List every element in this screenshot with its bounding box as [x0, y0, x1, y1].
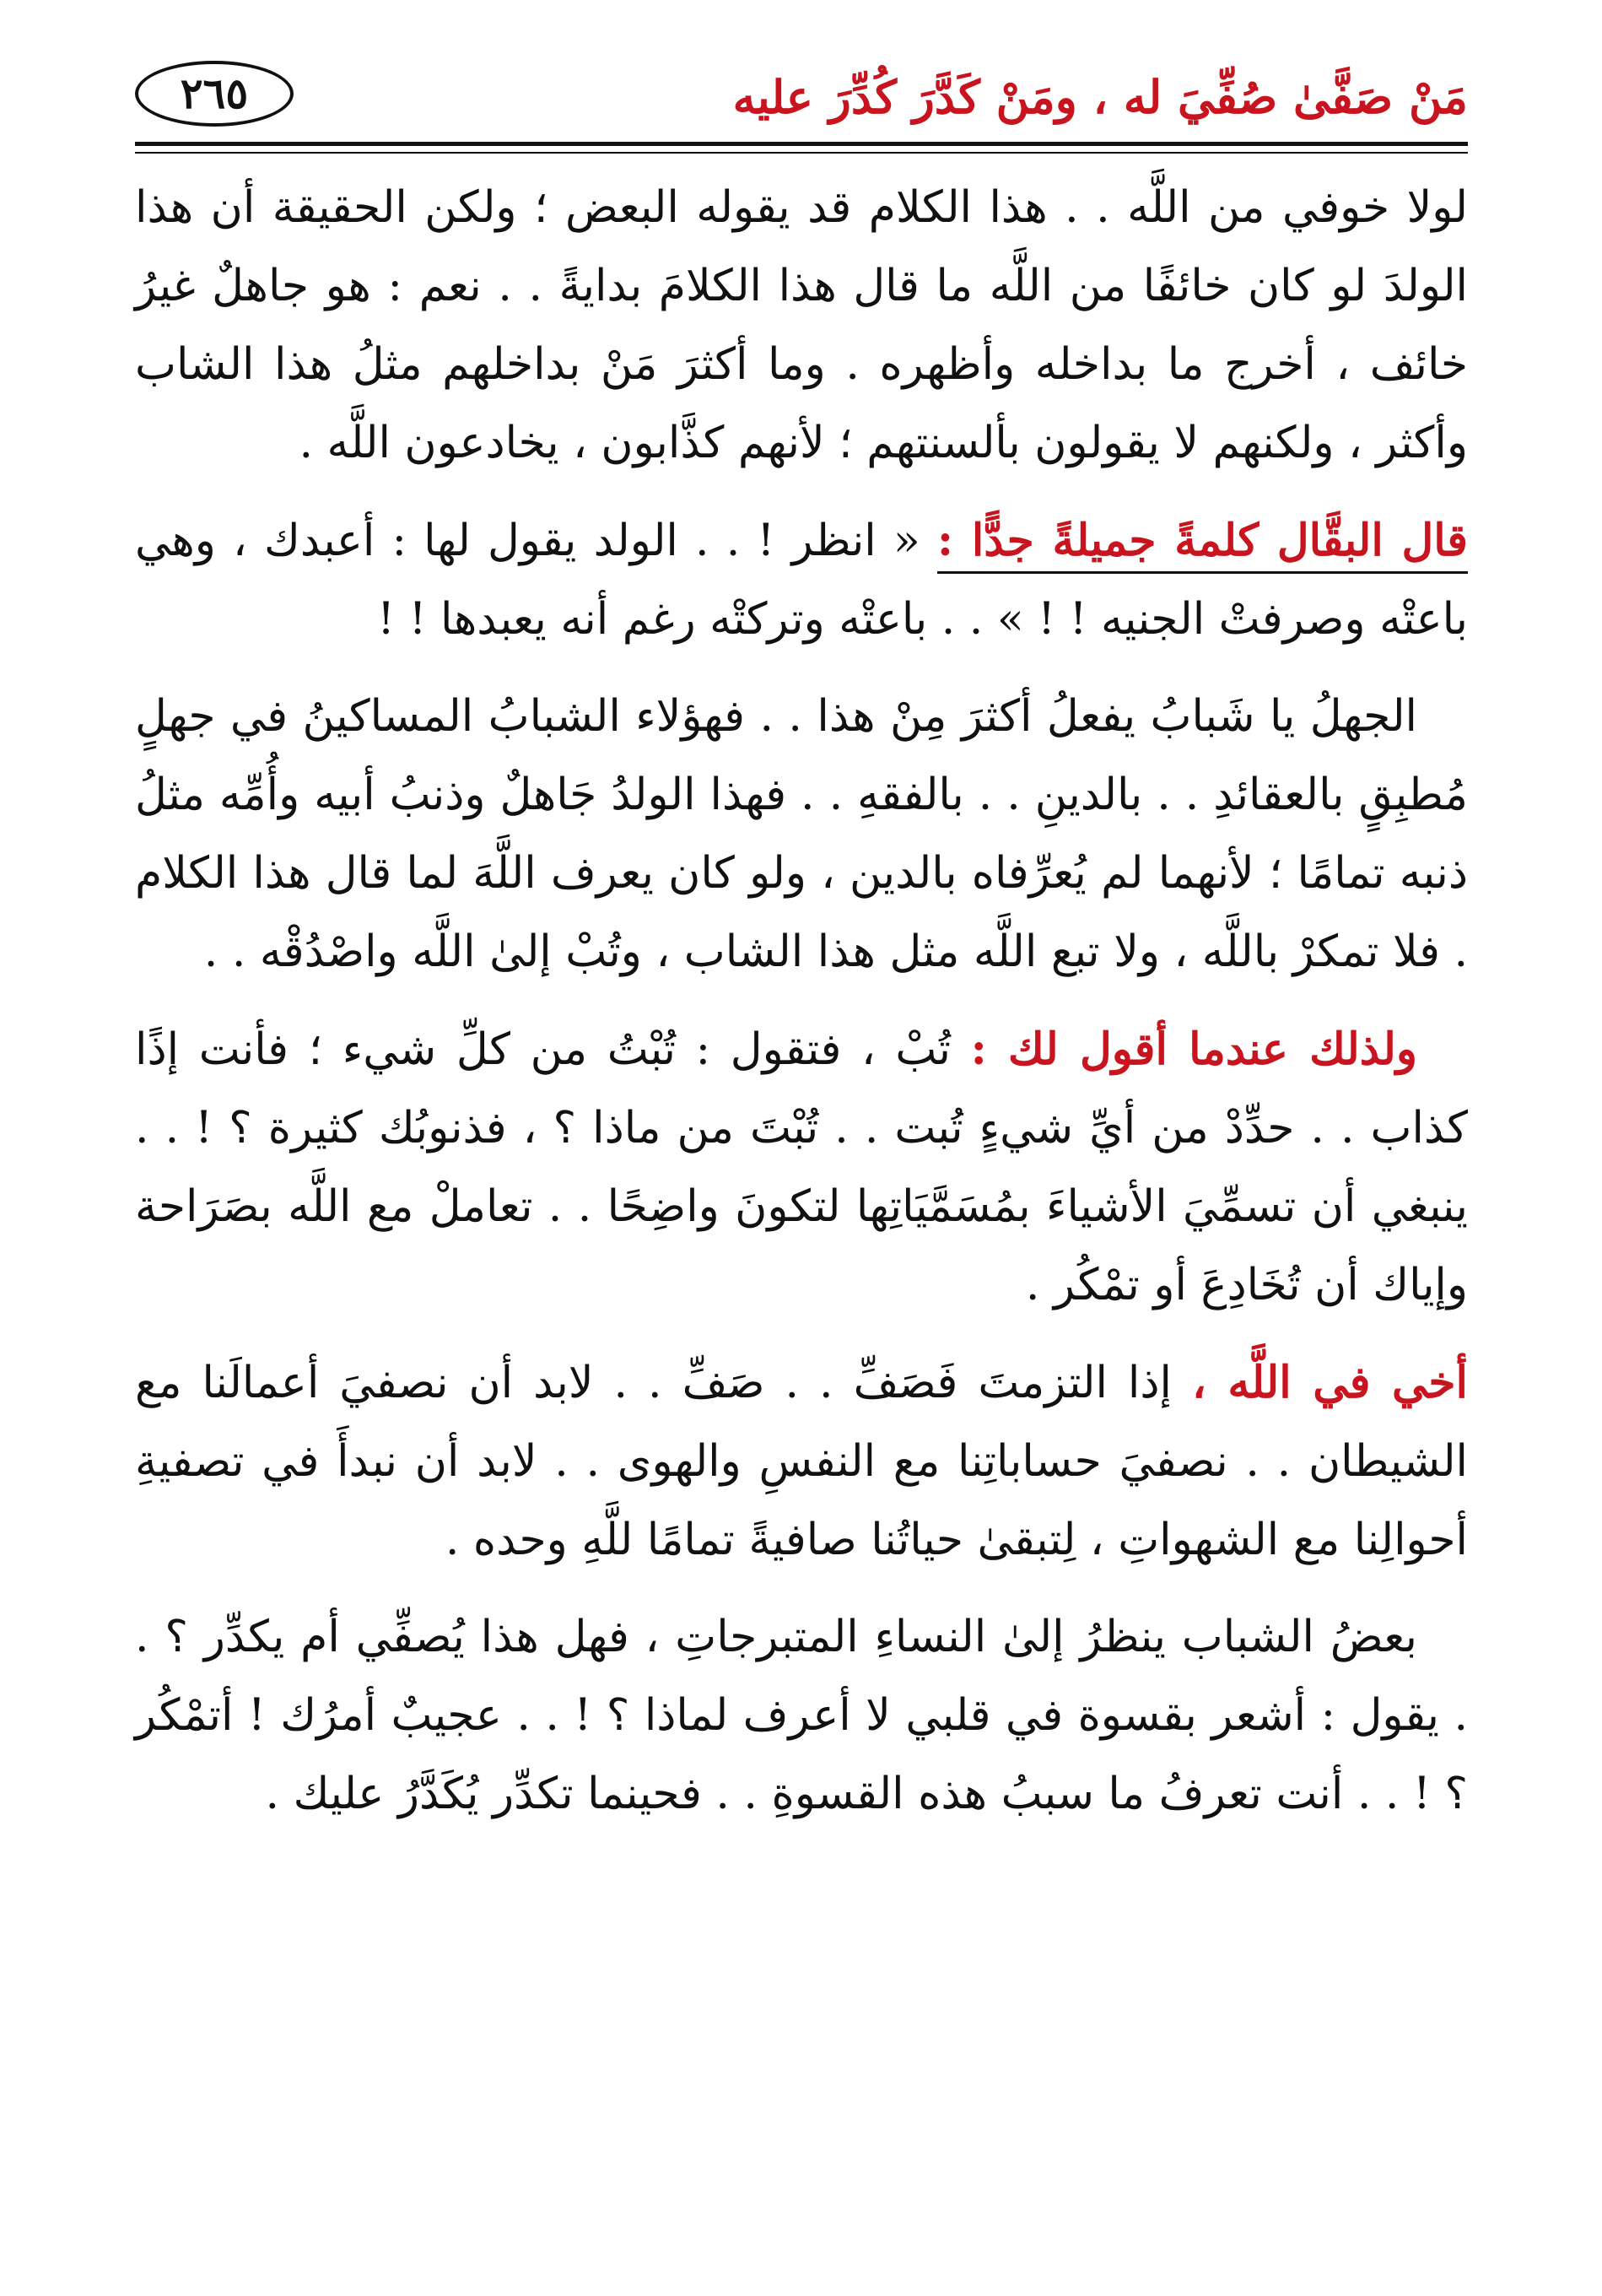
paragraph-2-lead: قال البقَّال كلمةً جميلةً جدًّا :	[937, 515, 1468, 574]
paragraph-4	[135, 1010, 1468, 1325]
paragraph-4-lead: ولذلك عندما أقول لك :	[970, 1024, 1417, 1075]
header-rule-thin	[135, 152, 1468, 154]
paragraph-4-text: تُبْ ، فتقول : تُبْتُ من كلِّ شيء ؛ فأنت إذًا كذاب . . حدِّدْ من أيِّ شيءٍ تُبت . . تُبْتَ من ماذا ؟ ، فذنوبُك كثيرة ؟ ! . . ينبغي أن تسمِّيَ الأشياءَ بمُسَمَّيَاتِها لتكونَ واضِحًا . . تعاملْ مع اللَّه بصَرَاحة وإياك أن تُخَادِعَ أو تمْكُر .	[135, 1024, 1468, 1310]
paragraph-5-text: إذا التزمتَ فَصَفِّ . . صَفِّ . . لابد أن نصفيَ أعمالَنا مع الشيطان . . نصفيَ حساباتِنا مع النفسِ والهوى . . لابد أن نبدأَ في تصفيةِ أحوالِنا مع الشهواتِ ، لِتبقىٰ حياتُنا صافيةً تمامًا للَّهِ وحده .	[135, 1358, 1468, 1565]
paragraph-5-lead: أخي في اللَّه ،	[1191, 1357, 1468, 1408]
paragraph-1-text: لولا خوفي من اللَّه . . هذا الكلام قد يقوله البعض ؛ ولكن الحقيقة أن هذا الولدَ لو كان خائفًا من اللَّه ما قال هذا الكلامَ بدايةً . . نعم : هو جاهلٌ غيرُ خائف ، أخرج ما بداخله وأظهره . وما أكثرَ مَنْ بداخلهم مثلُ هذا الشاب وأكثر ، ولكنهم لا يقولون بألسنتهم ؛ لأنهم كذَّابون ، يخادعون اللَّه .	[135, 182, 1468, 468]
page-number: ٢٦٥	[135, 61, 294, 127]
paragraph-6-text: بعضُ الشباب ينظرُ إلىٰ النساءِ المتبرجاتِ ، فهل هذا يُصفِّي أم يكدِّر ؟ . . يقول : أشعر بقسوة في قلبي لا أعرف لماذا ؟ ! . . عجيبٌ أمرُك ! أتمْكُر ؟ ! . . أنت تعرفُ ما سببُ هذه القسوةِ . . فحينما تكدِّر يُكَدَّرُ عليك .	[135, 1612, 1468, 1819]
paragraph-3	[135, 678, 1468, 991]
body-text	[135, 169, 1468, 1852]
paragraph-1	[135, 169, 1468, 483]
paragraph-3-text: الجهلُ يا شَبابُ يفعلُ أكثرَ مِنْ هذا . . فهؤلاء الشبابُ المساكينُ في جهلٍ مُطبِقٍ بالعقائدِ . . بالدينِ . . بالفقهِ . . فهذا الولدُ جَاهلٌ وذنبُ أبيه وأُمِّه مثلُ ذنبه تمامًا ؛ لأنهما لم يُعرِّفاه بالدين ، ولو كان يعرف اللَّهَ لما قال هذا الكلام . فلا تمكرْ باللَّه ، ولا تبع اللَّه مثل هذا الشاب ، وتُبْ إلىٰ اللَّه واصْدُقْه . .	[135, 691, 1468, 977]
page-header	[135, 51, 1468, 143]
paragraph-5	[135, 1343, 1468, 1580]
paragraph-6	[135, 1598, 1468, 1834]
header-rule-thick	[135, 142, 1468, 146]
running-title: مَنْ صَفَّىٰ صُفِّيَ له ، ومَنْ كَدَّرَ كُدِّرَ عليه	[732, 70, 1468, 124]
paragraph-2-text: « انظر ! . . الولد يقول لها : أعبدك ، وهي باعتْه وصرفتْ الجنيه ! ! » . . باعتْه وتركتْه رغم أنه يعبدها ! !	[135, 516, 1468, 645]
paragraph-2	[135, 501, 1468, 659]
